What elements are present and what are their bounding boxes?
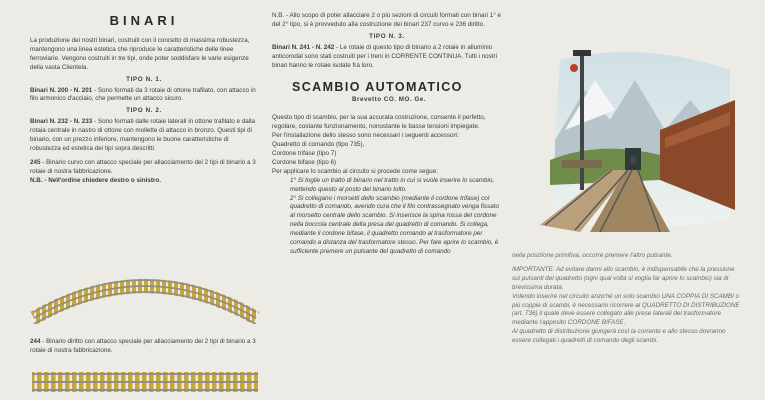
- item245-code: 245: [30, 158, 41, 166]
- right-column: [512, 252, 744, 346]
- tipo2-heading: TIPO N. 2.: [126, 107, 162, 115]
- accessory-item: Cordone bifase (tipo 6): [272, 158, 337, 166]
- item244-paragraph: [30, 338, 258, 356]
- tipo1-text: - Sono formati da 3 rotaie di ottone trafilato, con attacco in filo armonico d'acciaio, che permette un attacco sicuro.: [30, 86, 256, 103]
- tipo3-text: - Le rotaie di questo tipo di binario a 2 rotaie in alluminio anticorodal sono stati costruiti per i treni in CORRENTE CONTINUA. Tutti i nostri binari hanno le rotaie isolate fra loro.: [272, 43, 498, 69]
- tipo3-heading: TIPO N. 3.: [369, 32, 405, 40]
- item245-paragraph: [30, 159, 258, 177]
- volendo-paragraph: Volendo inserire nel circuito anziché un solo scambio UNA COPPIA DI SCAMBI o più coppie di scambi, è necessario ricorrere al QUADRETTO DI DISTRIBUZIONE (art. 736) il quale deve essere collegato alle prese laterali del trasformatore mediante l'apposito CORDONE BIFASE.: [512, 292, 740, 327]
- railway-scene-illustration: [540, 20, 740, 238]
- item244-block: [30, 338, 258, 356]
- binari-intro: La produzione dei nostri binari, costruiti con il concetto di massima robustezza, mantengono una linea estetica che riproduce le caratteristiche delle linee ferroviarie. Vengono costruiti in tre tipi, onde poter soddisfare le varie esigenze della vasta Clientela.: [30, 37, 250, 71]
- item245-text: - Binario curvo con attacco speciale per allacciamento dei 2 tipi di binario a 3 rotaie di nostra fabbricazione.: [30, 158, 256, 175]
- tipo3-paragraph: [272, 44, 502, 71]
- importante-paragraph: IMPORTANTE: Ad evitare danni allo scambio, è indispensabile che la pressione sui pulsanti del quadretto (ogni qual volta si voglia far aprire lo scambio) sia di brevissima durata.: [512, 265, 735, 291]
- tipo3-code: Binari N. 241 - N. 242: [272, 43, 335, 51]
- tipo2-paragraph: [30, 118, 258, 154]
- item244-code: 244: [30, 338, 41, 345]
- middle-column: [272, 12, 502, 257]
- accessory-item: Cordone trifase (tipo 7): [272, 149, 337, 157]
- curved-track-illustration: [30, 258, 260, 324]
- tipo1-heading: TIPO N. 1.: [126, 75, 162, 83]
- item244-text: - Binario diritto con attacco speciale per allacciamento dei 2 tipi di binario a 3 rotaie di nostra fabbricazione.: [30, 338, 256, 354]
- binari-column: [30, 14, 258, 186]
- step-2: 2° Si collegano i morsetti dello scambio (mediante il cordone trifase) col quadretto di comando, avendo cura che il filo contrassegnato venga fissato al morsetto centrale dello scambio. Si inserisce la spina rossa del cordone nella boccola centrale della presa del quadretto di comando. Si collega, mediante il cordone bifase, il quadretto comando al trasformatore per comando a distanza del trasformatore stesso. Per fare aprire lo scambio, è sufficiente premere un pulsante del quadretto di comando: [290, 194, 499, 255]
- apply-intro: Per applicare lo scambio al circuito si procede come segue:: [272, 167, 438, 175]
- steps-list: [272, 177, 502, 257]
- tipo2-code: Binari N. 232 - N. 233: [30, 118, 93, 126]
- accessory-item: Quadretto di comando (tipo 735),: [272, 141, 365, 149]
- item245-note: N.B. - Nell'ordine chiedere destro o sinistro.: [30, 176, 161, 184]
- tipo2-text: - Sono formati dalle rotaie laterali in ottone trafilato e dalla rotaia centrale in nastro di ottone con mollette di attacco in bronzo. Questi tipi di binario, con un prezzo inferiore, mantengono le buone caratteristiche di robustezza ed estetica dei tipi sopra descritti.: [30, 118, 256, 152]
- continuation-text: nella posizione primitiva, occorre premere l'altro pulsante.: [512, 252, 673, 259]
- tipo1-paragraph: [30, 87, 258, 105]
- install-intro: Per l'installazione dello stesso sono necessari i seguenti accessori:: [272, 132, 459, 140]
- quadretto-paragraph: Al quadretto di distribuzione giungerà così la corrente e allo stesso dovranno essere collegati i quadretti di comando degli scambi.: [512, 328, 726, 345]
- scambio-intro: Questo tipo di scambio, per la sua accurata costruzione, consente il perfetto, regolare, costante funzionamento, nonostante le basse tensioni impiegate.: [272, 114, 486, 131]
- brevetto-label: Brevetto CO. MO. Ge.: [352, 96, 427, 104]
- step-1: 1° Si toglie un tratto di binario nel tratto in cui si vuole inserire lo scambio, mettendo questo al posto del binario tolto.: [290, 176, 495, 193]
- tipo1-code: Binari N. 200 - N. 201: [30, 86, 93, 94]
- scambio-title: SCAMBIO AUTOMATICO: [292, 80, 463, 95]
- binari-title: BINARI: [109, 13, 179, 28]
- nb-paragraph: N.B. - Allo scopo di poter allacciare 2 o più sezioni di circuiti formati con binari 1° e del 2° tipo, si è provveduto alla costruzione dei binari 237 curvo e 236 diritto.: [272, 12, 501, 28]
- straight-track-illustration: [30, 366, 260, 400]
